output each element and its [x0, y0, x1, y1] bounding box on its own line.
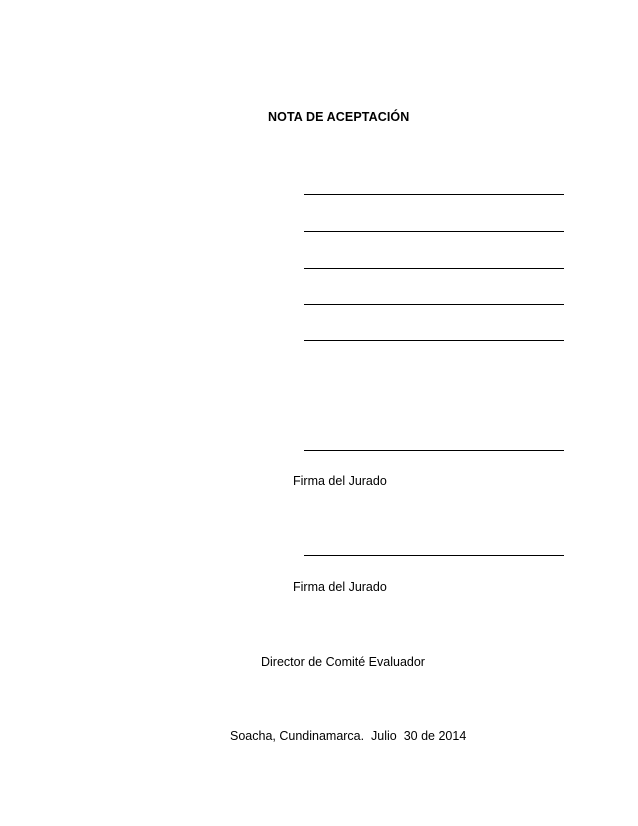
jury-signature-label-1: Firma del Jurado: [293, 474, 387, 488]
page-title: NOTA DE ACEPTACIÓN: [268, 110, 410, 124]
acceptance-line-1: [304, 194, 564, 195]
jury-signature-line-2: [304, 555, 564, 556]
jury-signature-line-1: [304, 450, 564, 451]
acceptance-line-2: [304, 231, 564, 232]
director-label: Director de Comité Evaluador: [261, 655, 425, 669]
acceptance-line-3: [304, 268, 564, 269]
acceptance-line-5: [304, 340, 564, 341]
acceptance-line-4: [304, 304, 564, 305]
jury-signature-label-2: Firma del Jurado: [293, 580, 387, 594]
place-date: Soacha, Cundinamarca. Julio 30 de 2014: [230, 729, 467, 743]
